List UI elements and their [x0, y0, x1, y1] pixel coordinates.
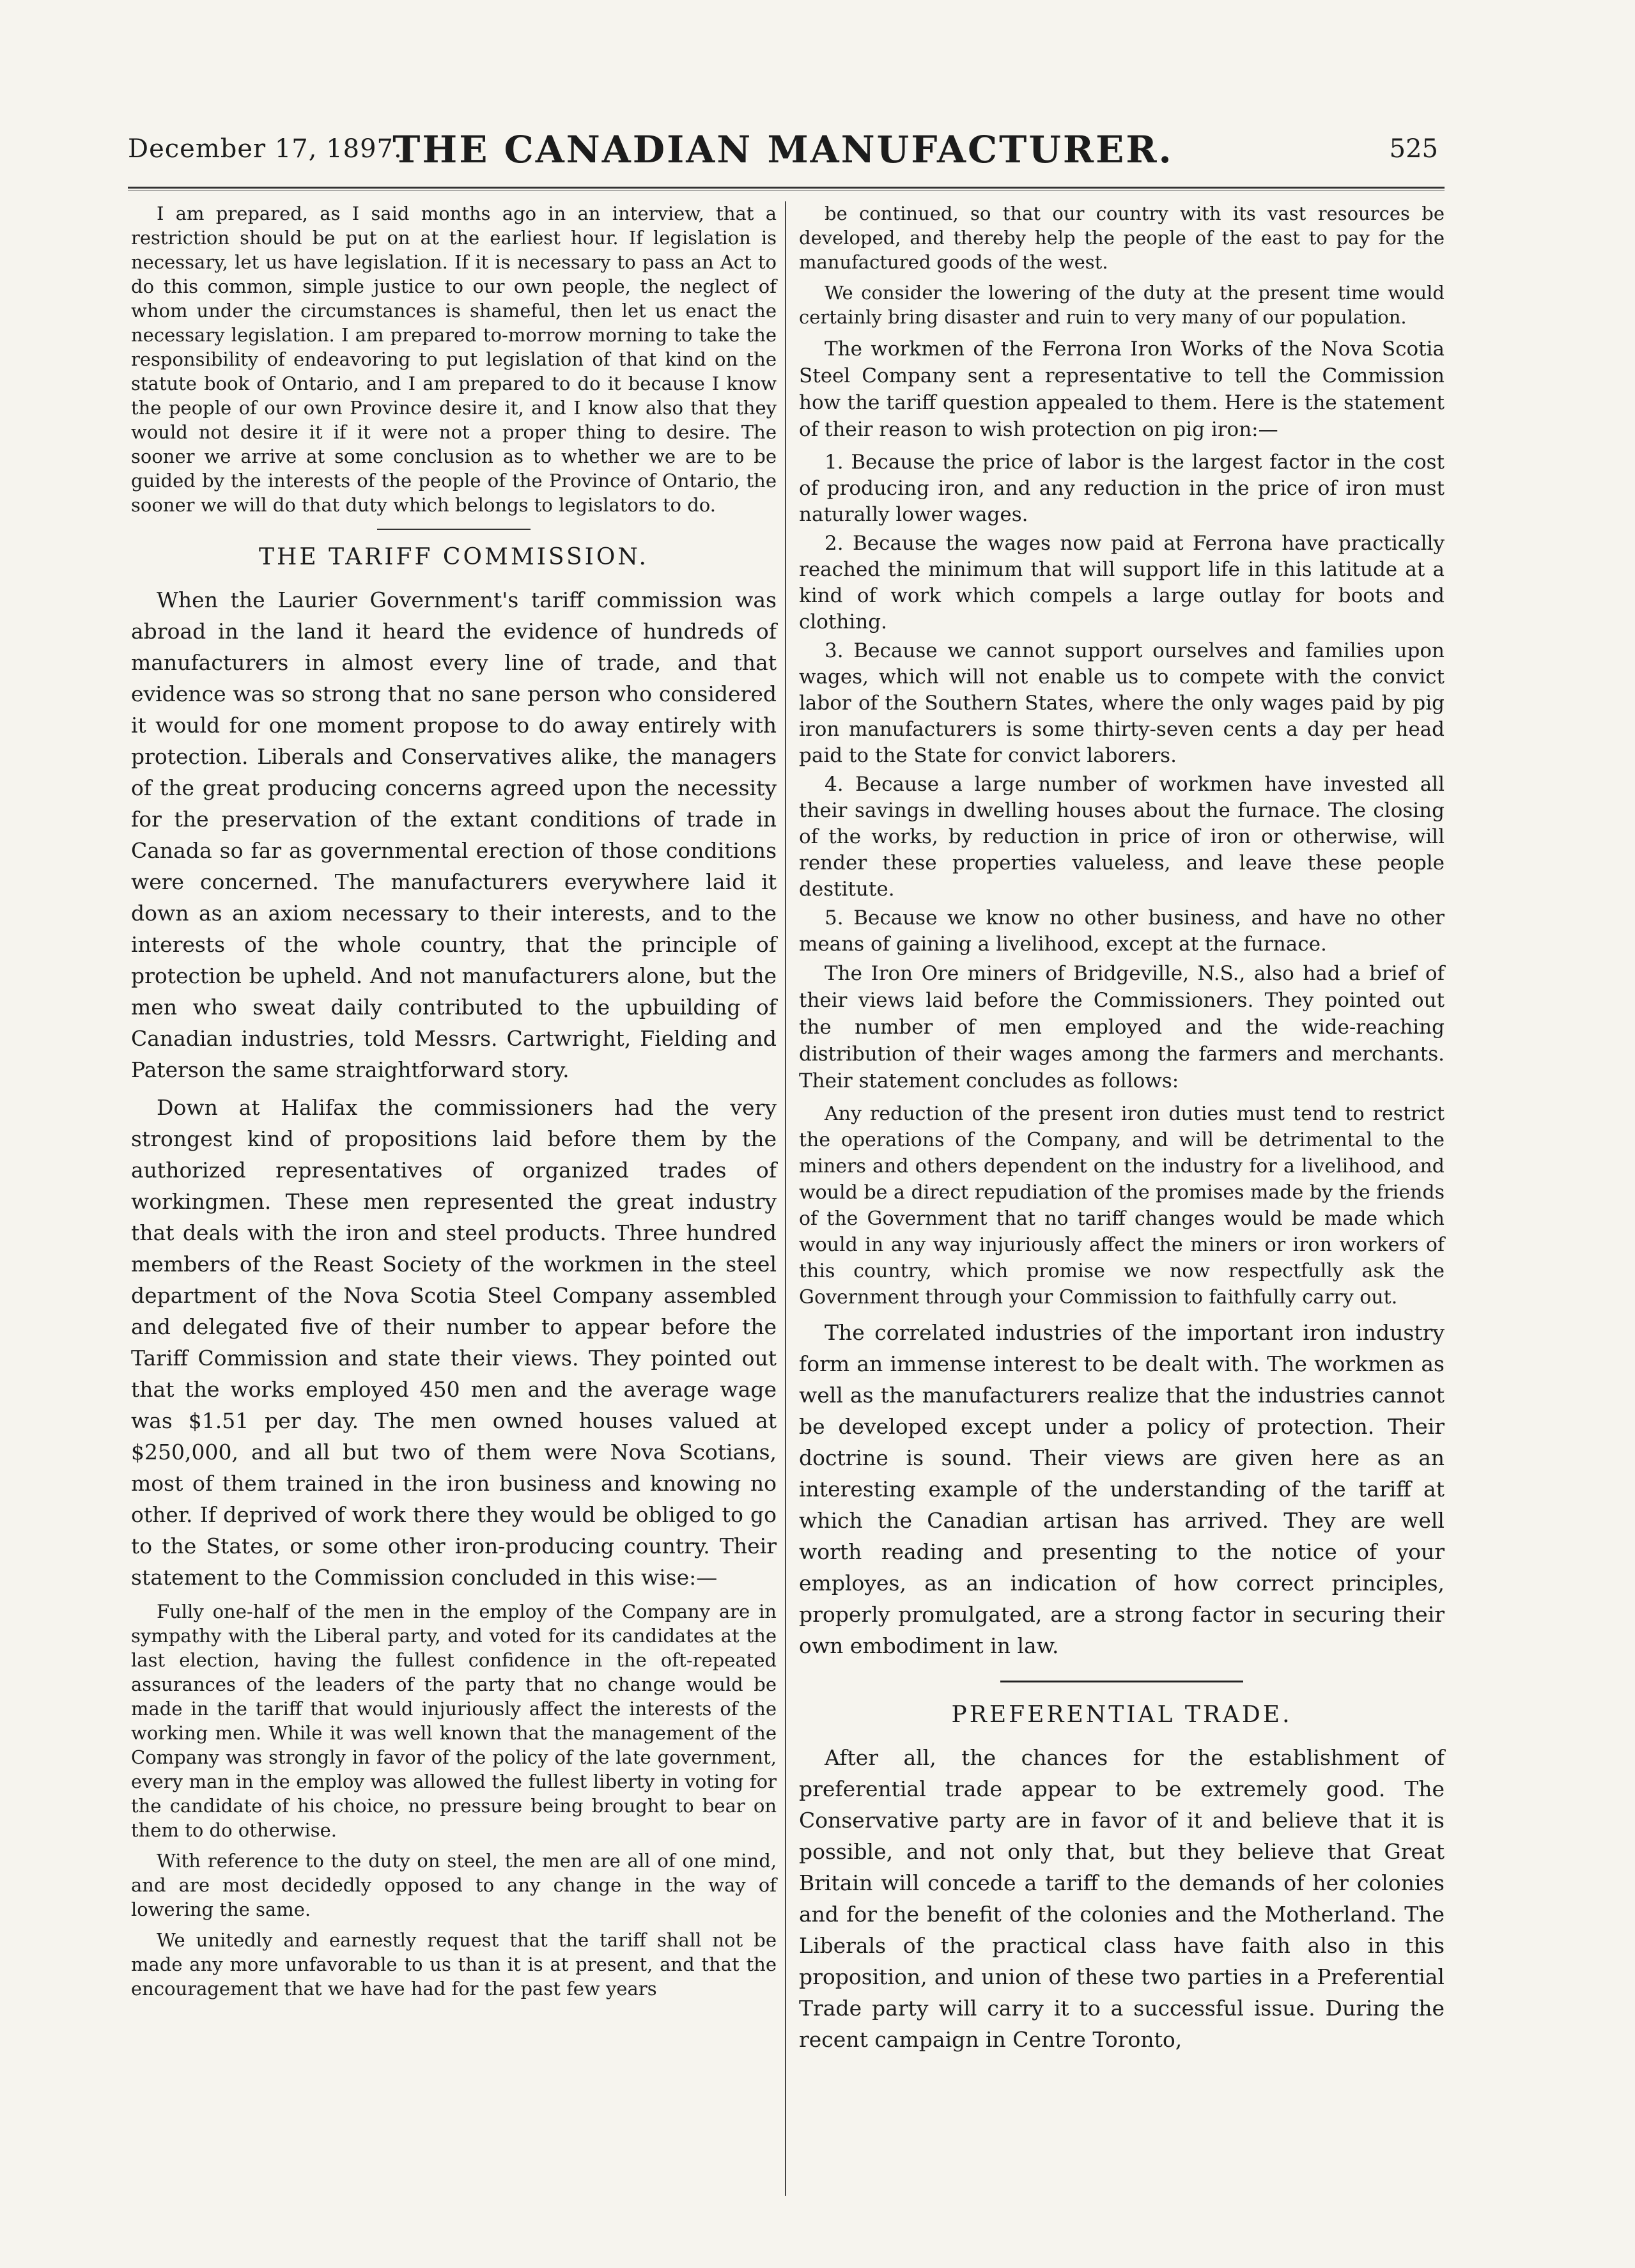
header-rule — [128, 187, 1445, 191]
quoted-paragraph: Any reduction of the present iron duties must tend to restrict the operations of the Company, and will be detrimental to the miners and others dependent on the industry for a livelihood, and would be a direct repudiation of the promises made by the friends of the Government that no tariff changes would be made which would in any way injuriously affect the miners or iron workers of this country, which promise we now respectfully ask the Government through your Commission to faithfully carry out. — [799, 1103, 1445, 1309]
article-paragraph: When the Laurier Government's tariff commission was abroad in the land it heard the evidence of hundreds of manufacturers in almost every line of trade, and that evidence was so strong that no sane person who considered it would for one moment propose to do away entirely with protection. Liberals and Conservatives alike, the managers of the great producing concerns agreed upon the necessity for the preservation of the extant conditions of trade in Canada so far as governmental erection of those conditions were concerned. The manufacturers everywhere laid it down as an axiom necessary to their interests, and to the interests of the whole country, that the principle of protection be upheld. And not manufacturers alone, but the men who sweat daily contributed to the upbuilding of Canadian industries, told Messrs. Cartwright, Fielding and Paterson the same straightforward story. — [131, 587, 777, 1082]
left-column — [131, 201, 777, 2007]
article-paragraph: The correlated industries of the important iron industry form an immense interest to be dealt with. The workmen as well as the manufacturers realize that the industries cannot be developed except under a policy of protection. Their doctrine is sound. Their views are given here as an interesting example of the understanding of the tariff at which the Canadian artisan has arrived. They are well worth reading and presenting to the notice of your employes, as an indication of how correct principles, properly promulgated, are a strong factor in securing their own embodiment in law. — [799, 1320, 1445, 1658]
right-column — [799, 201, 1445, 2062]
column-divider — [785, 201, 786, 2196]
page-header — [121, 128, 1445, 179]
article-paragraph: The workmen of the Ferrona Iron Works of the Nova Scotia Steel Company sent a representative to tell the Commission how the tariff question appealed to them. Here is the statement of their reason to wish protection on pig iron:— — [799, 338, 1445, 441]
section-heading-preferential-trade: PREFERENTIAL TRADE. — [951, 1702, 1292, 1728]
list-item: 5. Because we know no other business, and have no other means of gaining a livelihood, except at the furnace. — [799, 906, 1445, 956]
section-heading-tariff-commission: THE TARIFF COMMISSION. — [259, 544, 649, 570]
list-item: 4. Because a large number of workmen have invested all their savings in dwelling houses about the furnace. The closing of the works, by reduction in price of iron or otherwise, will render these properties valueless, and leave these people destitute. — [799, 773, 1445, 901]
article-paragraph: I am prepared, as I said months ago in an interview, that a restriction should be put on at the earliest hour. If legislation is necessary, let us have legislation. If it is necessary to pass an Act to do this common, simple justice to our own people, the neglect of whom under the circumstances is shameful, then let us enact the necessary legislation. I am prepared to-morrow morning to take the responsibility of endeavoring to put legislation of that kind on the statute book of Ontario, and I am prepared to do it because I know the people of our own Province desire it, and I know also that they would not desire it if it were not a proper thing to desire. The sooner we arrive at some conclusion as to whether we are to be guided by the interests of the people of the Province of Ontario, the sooner we will do that duty which belongs to legislators to do. — [131, 203, 777, 516]
quoted-paragraph: With reference to the duty on steel, the men are all of one mind, and are most decidedly opposed to any change in the way of lowering the same. — [131, 1850, 777, 1920]
article-paragraph: Down at Halifax the commissioners had the very strongest kind of propositions laid before them by the authorized representatives of organized trades of workingmen. These men represented the great industry that deals with the iron and steel products. Three hundred members of the Reast Society of the workmen in the steel department of the Nova Scotia Steel Company assembled and delegated five of their number to appear before the Tariff Commission and state their views. They pointed out that the works employed 450 men and the average wage was $1.51 per day. The men owned houses valued at $250,000, and all but two of them were Nova Scotians, most of them trained in the iron business and knowing no other. If deprived of work there they would be obliged to go to the States, or some other iron-producing country. Their statement to the Commission concluded in this wise:— — [131, 1095, 777, 1590]
page-number: 525 — [1389, 134, 1438, 164]
masthead-title: THE CANADIAN MANUFACTURER. — [392, 128, 1174, 171]
section-divider — [377, 529, 531, 530]
article-paragraph: The Iron Ore miners of Bridgeville, N.S., also had a brief of their views laid before the Commissioners. They pointed out the number of men employed and the wide-reaching distribution of their wages among the farmers and merchants. Their statement concludes as follows: — [799, 962, 1445, 1092]
quoted-paragraph: We consider the lowering of the duty at the present time would certainly bring disaster and ruin to very many of our population. — [799, 282, 1445, 328]
quoted-paragraph: We unitedly and earnestly request that the tariff shall not be made any more unfavorable to us than it is at present, and that the encouragement that we have had for the past few years — [131, 1929, 777, 2000]
list-item: 2. Because the wages now paid at Ferrona have practically reached the minimum that will support life in this latitude at a kind of work which compels a large outlay for boots and clothing. — [799, 532, 1445, 633]
issue-date: December 17, 1897. — [128, 134, 403, 164]
list-item: 1. Because the price of labor is the largest factor in the cost of producing iron, and any reduction in the price of iron must naturally lower wages. — [799, 451, 1445, 526]
quoted-paragraph: be continued, so that our country with its vast resources be developed, and thereby help the people of the east to pay for the manufactured goods of the west. — [799, 203, 1445, 273]
list-item: 3. Because we cannot support ourselves and families upon wages, which will not enable us to compete with the convict labor of the Southern States, where the only wages paid by pig iron manufacturers is some thirty-seven cents a day per head paid to the State for convict laborers. — [799, 639, 1445, 767]
article-paragraph: After all, the chances for the establishment of preferential trade appear to be extremely good. The Conservative party are in favor of it and believe that it is possible, and not only that, but they believe that Great Britain will concede a tariff to the demands of her colonies and for the benefit of the colonies and the Motherland. The Liberals of the practical class have faith also in this proposition, and union of these two parties in a Preferential Trade party will carry it to a successful issue. During the recent campaign in Centre Toronto, — [799, 1745, 1445, 2052]
section-divider — [1000, 1681, 1243, 1682]
quoted-paragraph: Fully one-half of the men in the employ of the Company are in sympathy with the Liberal party, and voted for its candidates at the last election, having the fullest confidence in the oft-repeated assurances of the leaders of the party that no change would be made in the tariff that would injuriously affect the interests of the working men. While it was well known that the management of the Company was strongly in favor of the policy of the late government, every man in the employ was allowed the fullest liberty in voting for the candidate of his choice, no pressure being brought to bear on them to do otherwise. — [131, 1601, 777, 1841]
